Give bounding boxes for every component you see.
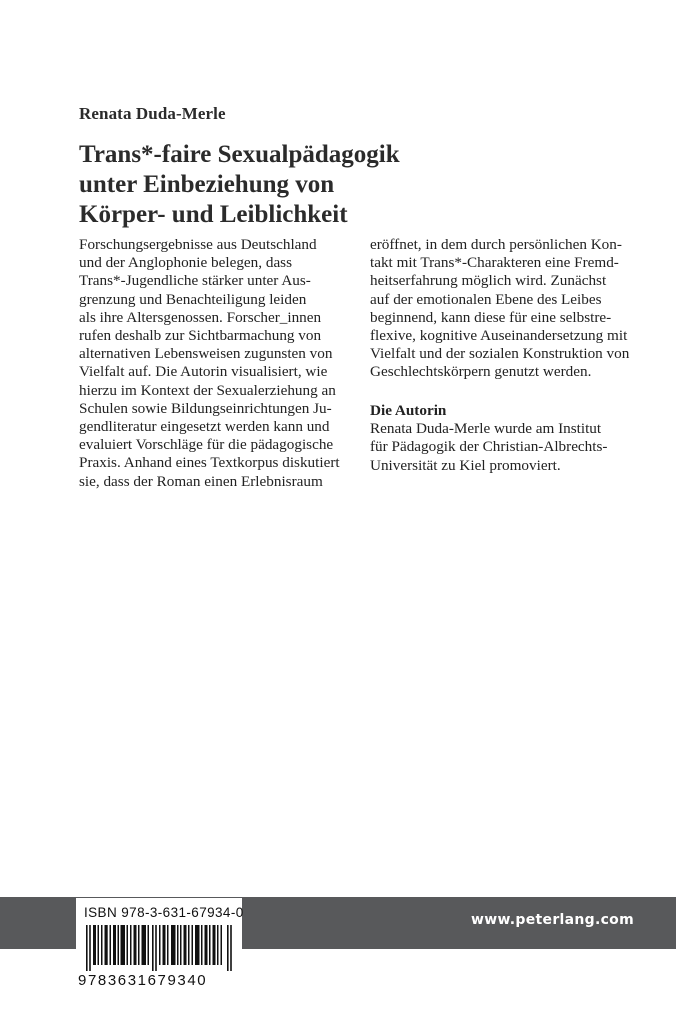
blurb-line: heitserfahrung möglich wird. Zunächst — [370, 272, 607, 290]
isbn-label: ISBN 978-3-631-67934-0 — [84, 905, 244, 920]
isbn-barcode-block — [76, 898, 242, 992]
blurb-line: evaluiert Vorschläge für die pädagogische — [79, 436, 334, 454]
publisher-website[interactable]: www.peterlang.com — [471, 912, 634, 928]
blurb-right-column — [370, 236, 670, 382]
about-author-line: Renata Duda-Merle wurde am Institut — [370, 420, 602, 438]
blurb-line: Trans*-Jugendliche stärker unter Aus- — [79, 272, 311, 290]
barcode-icon — [86, 925, 232, 971]
about-author-line: Universität zu Kiel promoviert. — [370, 456, 561, 474]
book-title — [79, 140, 639, 230]
blurb-line: grenzung und Benachteiligung leiden — [79, 290, 307, 308]
blurb-line: Vielfalt auf. Die Autorin visualisiert, wie — [79, 363, 328, 381]
about-author-heading: Die Autorin — [370, 402, 447, 419]
blurb-line: Schulen sowie Bildungseinrichtungen Ju- — [79, 399, 332, 417]
blurb-line: Geschlechtskörpern genutzt werden. — [370, 363, 592, 381]
blurb-line: beginnend, kann diese für eine selbstre- — [370, 308, 612, 326]
blurb-line: rufen deshalb zur Sichtbarmachung von — [79, 327, 322, 345]
blurb-line: flexive, kognitive Auseinandersetzung mit — [370, 327, 628, 345]
blurb-line: Praxis. Anhand eines Textkorpus diskutiert — [79, 454, 340, 472]
blurb-line: Vielfalt und der sozialen Konstruktion von — [370, 345, 630, 363]
blurb-line: Forschungsergebnisse aus Deutschland — [79, 236, 317, 253]
title-line: unter Einbeziehung von — [79, 171, 335, 198]
blurb-line: sie, dass der Roman einen Erlebnisraum — [79, 472, 323, 490]
about-author-line: für Pädagogik der Christian-Albrechts- — [370, 438, 608, 456]
blurb-line: takt mit Trans*-Charakteren eine Fremd- — [370, 254, 619, 272]
blurb-line: alternativen Lebensweisen zugunsten von — [79, 345, 333, 363]
blurb-line: eröffnet, in dem durch persönlichen Kon- — [370, 236, 622, 253]
title-line: Trans*-faire Sexualpädagogik — [79, 141, 400, 168]
blurb-line: hierzu im Kontext der Sexualerziehung an — [79, 381, 336, 399]
barcode-digits: 9783631679340 — [78, 972, 208, 989]
blurb-line: auf der emotionalen Ebene des Leibes — [370, 290, 602, 308]
author-name: Renata Duda-Merle — [79, 104, 226, 123]
blurb-line: und der Anglophonie belegen, dass — [79, 254, 293, 272]
blurb-left-column — [79, 236, 379, 491]
about-author-section — [370, 402, 670, 475]
blurb-line: als ihre Altersgenossen. Forscher_innen — [79, 308, 322, 326]
blurb-line: gendliteratur eingesetzt werden kann und — [79, 418, 330, 436]
title-line: Körper- und Leiblichkeit — [79, 201, 348, 228]
